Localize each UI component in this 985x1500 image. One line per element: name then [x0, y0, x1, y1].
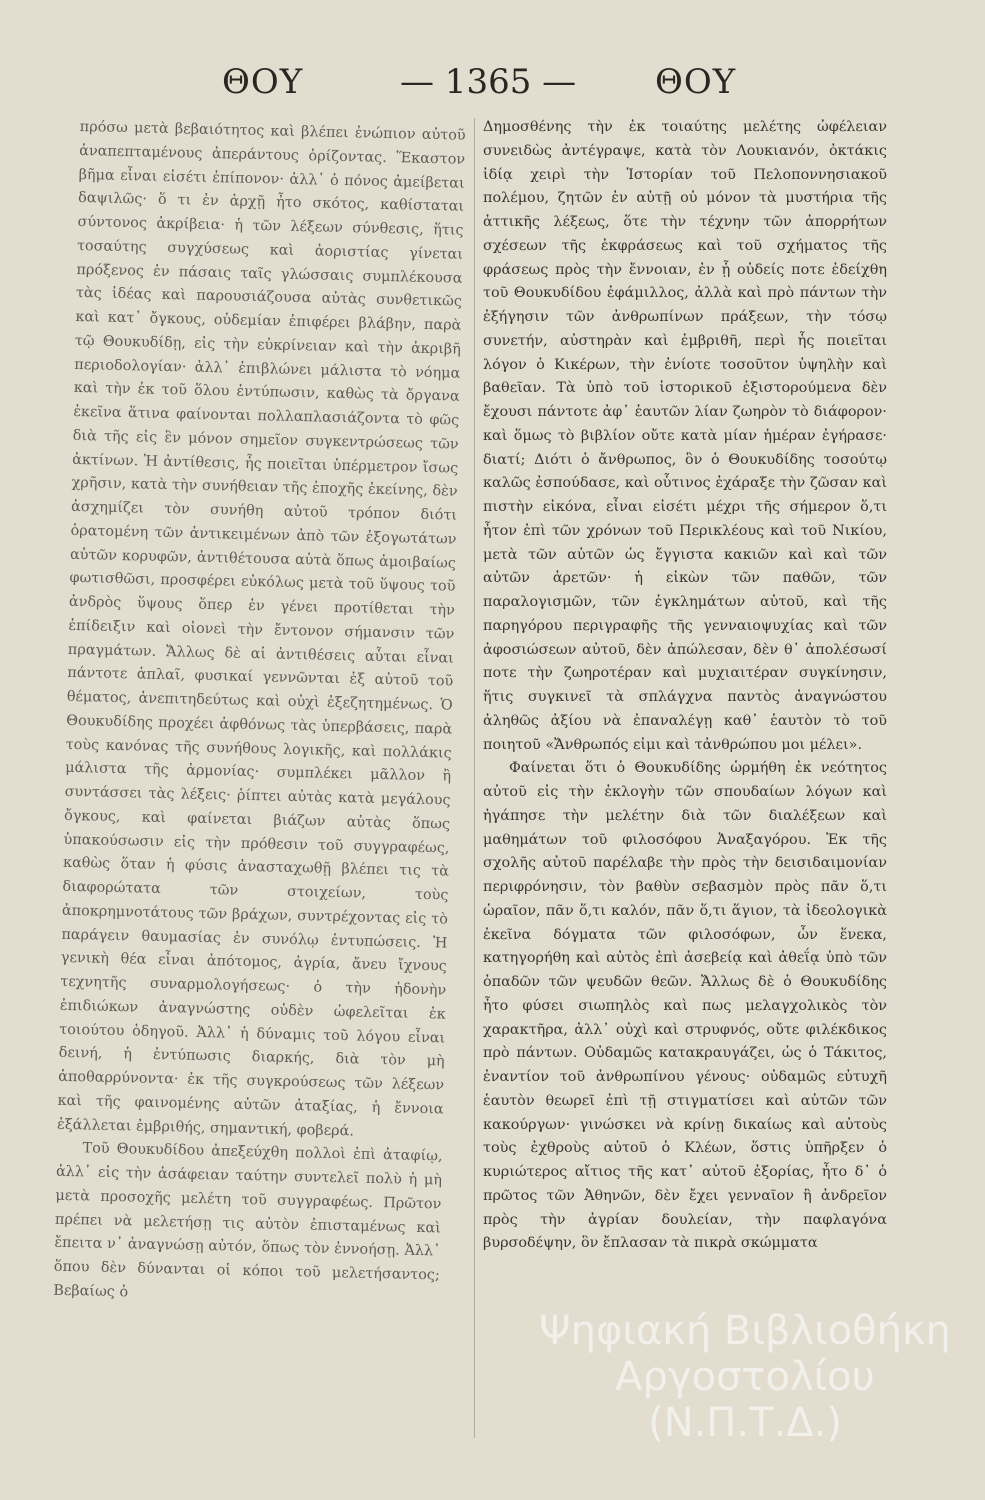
- right-paragraph-2: Φαίνεται ὅτι ὁ Θουκυδίδης ὡρμήθη ἐκ νεότητος αὐτοῦ εἰς τὴν ἐκλογὴν τῶν σπουδαίων λόγων καὶ ἠγάπησε τὴν μελέτην διὰ τῶν διαλέξεων καὶ μαθημάτων τοῦ φιλοσόφου Ἀναξαγόρου. Ἐκ τῆς σχολῆς αὐτοῦ παρέλαβε τὴν πρὸς τὴν δεισιδαιμονίαν περιφρόνησιν, τὸν βαθὺν σεβασμὸν πρὸς πᾶν ὅ,τι ὡραῖον, πᾶν ὅ,τι καλόν, πᾶν ὅ,τι ἅγιον, τὰ ἰδεολογικὰ ἐκεῖνα δόγματα τῶν φιλοσόφων, ὧν ἕνεκα, κατηγορήθη καὶ αὐτὸς ἐπὶ ἀσεβείᾳ καὶ ἀθεΐᾳ ὑπὸ τῶν ὀπαδῶν τῶν ψευδῶν θεῶν. Ἄλλως δὲ ὁ Θουκυδίδης ἦτο φύσει σιωπηλὸς καὶ πως μελαγχολικὸς τὸν χαρακτῆρα, ἀλλ᾽ οὐχὶ καὶ στρυφνός, οὔτε φιλέκδικος πρὸ πάντων. Οὐδαμῶς κατακραυγάζει, ὡς ὁ Τάκιτος, ἐναντίον τοῦ ἀνθρωπίνου γένους· οὐδαμῶς εὐτυχῆ ἑαυτὸν θεωρεῖ ἐπὶ τῇ στιγματίσει καὶ αὐτῶν τῶν κακούργων· γινώσκει νὰ κρίνῃ δικαίως καὶ αὐτοὺς τοὺς ἐχθροὺς αὐτοῦ ὁ Κλέων, ὅστις ὑπῆρξεν ὁ κυριώτερος αἴτιος τῆς κατ᾽ αὐτοῦ ἐξορίας, ἦτο δ᾽ ὁ πρῶτος τῶν Ἀθηνῶν, δὲν ἔχει γενναῖον ἢ ἀνδρεῖον πρὸς τὴν ἀγρίαν δουλείαν, τὴν παφλαγόνα βυρσοδέψην, ὃν ἔπλασαν τὰ πικρὰ σκώμματα: [483, 760, 887, 1252]
- page-header: [0, 62, 985, 102]
- left-paragraph-1: πρόσω μετὰ βεβαιότητος καὶ βλέπει ἐνώπιον αὐτοῦ ἀναπεπταμένους ἀπεράντους ὁρίζοντας. Ἕκαστον βῆμα εἶναι εἰσέτι ἐπίπονον· ἀλλ᾽ ὁ πόνος ἀμείβεται δαψιλῶς· ὅ τι ἐν ἀρχῇ ἦτο σκότος, καθίσταται σύντονος ἀκρίβεια· ἡ τῶν λέξεων σύνθεσις, ἥτις τοσαύτης συγχύσεως καὶ ἀοριστίας γίνεται πρόξενος ἐν πάσαις ταῖς γλώσσαις συμπλέκουσα τὰς ἰδέας καὶ παρουσιάζουσα αὐτὰς συνθετικῶς καὶ κατ᾽ ὄγκους, οὐδεμίαν ἐπιφέρει βλάβην, παρὰ τῷ Θουκυδίδῃ, εἰς τὴν εὐκρίνειαν καὶ τὴν ἀκριβῆ περιοδολογίαν· ἀλλ᾽ ἐπιβλώνει μάλιστα τὸ νόημα καὶ τὴν ἐκ τοῦ ὅλου ἐντύπωσιν, καθὼς τὰ ὄργανα ἐκεῖνα ἅτινα φαίνονται πολλαπλασιάζοντα τὸ φῶς διὰ τῆς εἰς ἓν μόνον σημεῖον συγκεντρώσεως τῶν ἀκτίνων. Ἡ ἀντίθεσις, ἧς ποιεῖται ὑπέρμετρον ἴσως χρῆσιν, κατὰ τὴν συνήθειαν τῆς ἐποχῆς ἐκείνης, δὲν ἀσχημίζει τὸν συνήθη αὐτοῦ τρόπον διότι ὁρατομένη τῶν ἀντικειμένων ἀπὸ τῶν ἐξογωτάτων αὐτῶν κορυφῶν, ἀντιθέτουσα αὐτὰ ὅπως ἀμοιβαίως φωτισθῶσι, προσφέρει εὐκόλως μετὰ τοῦ ὕψους τοῦ ἀνδρὸς ὕψους ὅπερ ἐν γένει προτίθεται τὴν ἐπίδειξιν καὶ οἱονεὶ τὴν ἔντονον σήμανσιν τῶν πραγμάτων. Ἄλλως δὲ αἱ ἀντιθέσεις αὗται εἶναι πάντοτε ἁπλαῖ, φυσικαί γεννῶνται ἐξ αὐτοῦ τοῦ θέματος, ἀνεπιτηδεύτως καὶ οὐχὶ ἐξεζητημένως. Ὁ Θουκυδίδης προχέει ἀφθόνως τὰς ὑπερβάσεις, παρὰ τοὺς κανόνας τῆς συνήθους λογικῆς, καὶ πολλάκις μάλιστα τῆς ἁρμονίας· συμπλέκει μᾶλλον ἢ συντάσσει τὰς λέξεις· ῥίπτει αὐτὰς κατὰ μεγάλους ὄγκους, καὶ φαίνεται βιάζων αὐτὰς ὅπως ὑπακούσωσιν εἰς τὴν πρόθεσιν τοῦ συγγραφέως, καθὼς ὅταν ἡ φύσις ἀνασταχωθῇ βλέπει τις τὰ διαφορώτατα τῶν στοιχείων, τοὺς ἀποκρημνοτάτους τῶν βράχων, συντρέχοντας εἰς τὸ παράγειν θαυμασίας ἐν συνόλῳ ἐντυπώσεις. Ἡ γενικὴ θέα εἶναι ἀπότομος, ἀγρία, ἄνευ ἴχνους τεχνητῆς συναρμολογήσεως· ὁ τὴν ἡδονὴν ἐπιδιώκων ἀναγνώστης οὐδὲν ὠφελεῖται ἐκ τοιούτου ὁδηγοῦ. Ἀλλ᾽ ἡ δύναμις τοῦ λόγου εἶναι δεινή, ἡ ἐντύπωσις διαρκής, διὰ τὸν μὴ ἀποθαρρύνοντα· ἐκ τῆς συγκρούσεως τῶν λέξεων καὶ τῆς φαινομένης αὐτῶν ἀταξίας, ἡ ἔννοια ἐξάλλεται ἐμβριθής, σημαντική, φοβερά.: [56, 118, 466, 1139]
- left-paragraph-2: Τοῦ Θουκυδίδου ἀπεξεύχθη πολλοὶ ἐπὶ ἀταφίῳ, ἀλλ᾽ εἰς τὴν ἀσάφειαν ταύτην συντελεῖ πολὺ ἡ μὴ μετὰ προσοχῆς μελέτη τοῦ συγγραφέως. Πρῶτον πρέπει νὰ μελετήσῃ τις αὐτὸν ἐπισταμένως καὶ ἔπειτα ν᾽ ἀναγνώσῃ αὐτόν, ὅπως τὸν ἐννοήσῃ. Ἀλλ᾽ ὅπου δὲν δύνανται οἱ κόποι τοῦ μελετήσαντος; Βεβαίως ὁ: [53, 1140, 443, 1301]
- column-divider: [474, 118, 475, 1438]
- watermark-line-2: Αργοστολίου (Ν.Π.Τ.Δ.): [615, 1354, 875, 1446]
- right-text-column: [483, 116, 887, 1446]
- right-paragraph-1: Δημοσθένης τὴν ἐκ τοιαύτης μελέτης ὠφέλειαν συνειδὼς ἀντέγραψε, κατὰ τὸν Λουκιανόν, ὀκτάκις ἰδίᾳ χειρὶ τὴν Ἱστορίαν τοῦ Πελοποννησιακοῦ πολέμου, ζητῶν ἐν αὐτῇ οὐ μόνον τὰ μυστήρια τῆς ἀττικῆς λέξεως, ὅτε τὴν τέχνην τῶν ἀπορρήτων σχέσεων τῆς ἐκφράσεως καὶ τοῦ σχήματος τῆς φράσεως πρὸς τὴν ἔννοιαν, ἐν ᾗ οὐδείς ποτε ἐδείχθη τοῦ Θουκυδίδου ἐφάμιλλος, ἀλλὰ καὶ πρὸ πάντων τὴν ἐξήγησιν τῶν ἀνθρωπίνων πράξεων, τὴν τόσῳ συνετήν, αὐστηρὰν καὶ ἐμβριθῆ, περὶ ἧς ποιεῖται λόγον ὁ Κικέρων, τὴν ἐνίοτε τοσοῦτον ὑψηλὴν καὶ βαθεῖαν. Τὰ ὑπὸ τοῦ ἱστορικοῦ ἐξιστορούμενα δὲν ἔχουσι πάντοτε ἀφ᾽ ἑαυτῶν λίαν ζωηρὸν τὸ διάφορον· καὶ ὅμως τὸ βιβλίον οὔτε κατὰ μίαν ἡμέραν ἐγήρασε· διατί; Διότι ὁ ἄνθρωπος, ὃν ὁ Θουκυδίδης τοσούτῳ καλῶς ἐσπούδασε, καὶ οὗτινος ἐχάραξε τὴν ζῶσαν καὶ πιστὴν εἰκόνα, εἶναι εἰσέτι μέχρι τῆς σήμερον ὅ,τι ἦτον ἐπὶ τῶν χρόνων τοῦ Περικλέους καὶ τοῦ Νικίου, μετὰ τῶν αὐτῶν ὡς ἔγγιστα κακιῶν καὶ καὶ τῶν αὐτῶν ἀρετῶν· ἡ εἰκὼν τῶν παθῶν, τῶν παραλογισμῶν, τῶν ἐγκλημάτων αὐτοῦ, καὶ τῆς παρηγόρου περιγραφῆς τῆς γενναιοψυχίας καὶ τῶν ἀφοσιώσεων αὐτοῦ, δὲν ἀπώλεσαν, δὲν θ᾽ ἀπολέσωσί ποτε τὴν ζωηροτέραν καὶ μυχιαιτέραν συγκίνησιν, ἥτις συγκινεῖ τὰ σπλάγχνα παντὸς ἀναγνώστου ἀληθῶς ἀξίου νὰ ἐπαναλέγῃ καθ᾽ ἑαυτὸν τὸ τοῦ ποιητοῦ «Ἄνθρωπός εἰμι καὶ τἀνθρώπου μοι μέλει».: [483, 119, 887, 753]
- watermark-line-1: Ψηφιακή Βιβλιοθήκη: [539, 1308, 951, 1354]
- left-text-column: [50, 116, 466, 1444]
- running-head-left: ΘΟΥ: [222, 62, 304, 102]
- page-number: — 1365 —: [400, 62, 577, 102]
- running-head-right: ΘΟΥ: [655, 62, 737, 102]
